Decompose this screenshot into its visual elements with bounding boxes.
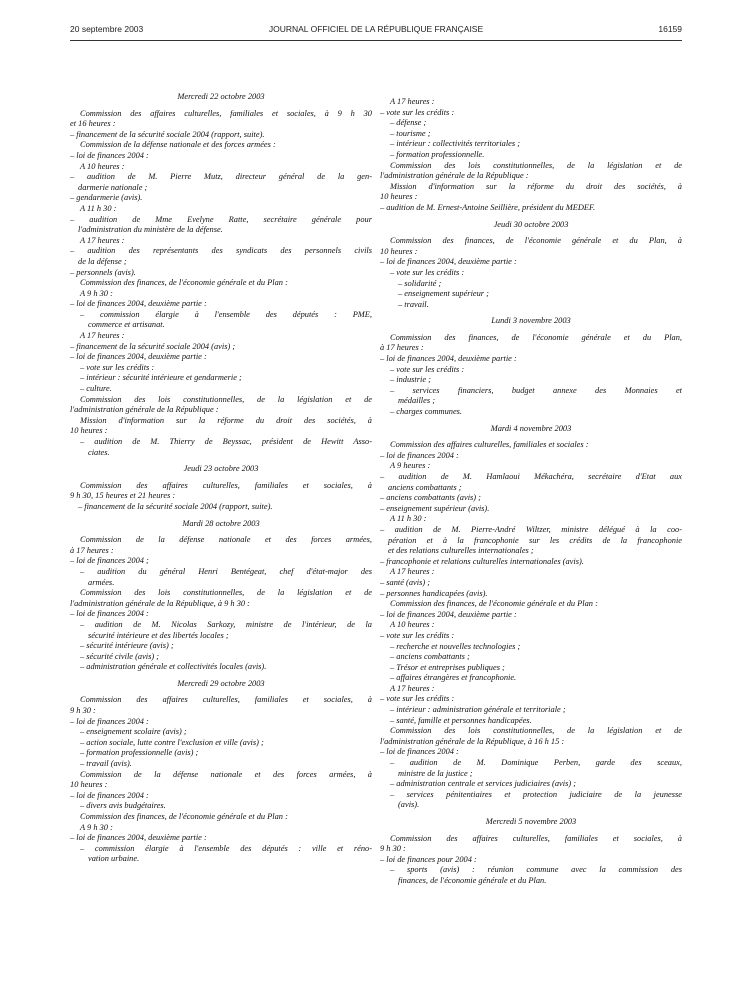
agenda-line: à 17 heures : (380, 343, 424, 353)
agenda-line: – audition de M. Hamlaoui Mékachéra, secrétaire d'Etat aux (380, 472, 682, 481)
agenda-line: – action sociale, lutte contre l'exclusion et ville (avis) ; (80, 737, 264, 747)
agenda-line: 10 heures : (380, 192, 418, 202)
agenda-line: commerce et artisanat. (88, 320, 165, 330)
agenda-line: – vote sur les crédits : (380, 694, 455, 704)
agenda-line: – santé (avis) ; (380, 577, 431, 587)
agenda-line: Commission des affaires culturelles, familiales et sociales, à (80, 480, 372, 490)
agenda-line: – audition de M. Pierre-André Wiltzer, ministre délégué à la coo- (380, 524, 682, 534)
agenda-line: médailles ; (398, 396, 435, 406)
agenda-line: – défense ; (390, 118, 427, 128)
agenda-line: (avis). (398, 800, 420, 810)
agenda-line: Commission des lois constitutionnelles, de la législation et de (80, 394, 372, 404)
agenda-line: à 17 heures : (70, 545, 114, 555)
agenda-line: – loi de finances 2004 : (380, 747, 459, 757)
agenda-line: Commission de la défense nationale et des forces armées, (80, 535, 372, 545)
agenda-line: – audition des représentants des syndicats des personnels civils (70, 246, 372, 256)
agenda-line: de la défense ; (78, 256, 127, 266)
agenda-line: A 11 h 30 : (390, 514, 427, 524)
agenda-line: – commission élargie à l'ensemble des députés : PME, (80, 309, 372, 319)
agenda-line: – loi de finances 2004, deuxième partie : (380, 257, 517, 267)
agenda-line: A 9 h 30 : (80, 288, 113, 298)
agenda-line: – charges communes. (390, 407, 463, 417)
agenda-line: Commission des lois constitutionnelles, de la législation et de (390, 726, 682, 736)
agenda-line: – sécurité civile (avis) ; (80, 651, 160, 661)
agenda-line: – loi de finances 2004 ; (70, 556, 149, 566)
agenda-line: A 17 heures : (80, 235, 125, 245)
agenda-line: – personnes handicapées (avis). (380, 588, 488, 598)
agenda-line: – formation professionnelle (avis) ; (80, 748, 199, 758)
agenda-line: Mission d'information sur la réforme du droit des sociétés, à (80, 415, 372, 425)
agenda-line: – vote sur les crédits : (390, 267, 465, 277)
agenda-line: l'administration générale de la République : (380, 171, 529, 181)
agenda-line: Commission des affaires culturelles, familiales et sociales, à 9 h 30 (80, 108, 372, 118)
agenda-line: – culture. (80, 384, 112, 394)
agenda-line: A 9 heures : (390, 461, 431, 471)
agenda-line: – formation professionnelle. (390, 149, 485, 159)
agenda-line: Commission des finances, de l'économie générale et du Plan : (80, 278, 288, 288)
agenda-line: – anciens combattants (avis) ; (380, 493, 481, 503)
agenda-line: 10 heures : (70, 426, 108, 436)
agenda-line: – intérieur : collectivités territoriales ; (390, 139, 521, 149)
agenda-line: – administration générale et collectivités locales (avis). (80, 662, 267, 672)
agenda-line: – vote sur les crédits : (80, 362, 155, 372)
agenda-line: 10 heures : (380, 246, 418, 256)
agenda-line: – services pénitentiaires et protection judiciaire de la jeunesse (390, 789, 682, 799)
page-header (70, 24, 682, 38)
agenda-line: finances, de l'économie générale et du Plan. (398, 875, 547, 885)
agenda-line: – intérieur : sécurité intérieure et gendarmerie ; (80, 373, 242, 383)
agenda-line: A 9 h 30 : (80, 822, 113, 832)
date-heading: Mercredi 5 novembre 2003 (485, 817, 577, 826)
agenda-line: A 10 heures : (390, 620, 435, 630)
agenda-line: A 11 h 30 : (80, 203, 117, 213)
agenda-line: – services financiers, budget annexe des Monnaies et (390, 385, 682, 395)
agenda-line: Commission des finances, de l'économie générale et du Plan : (390, 599, 598, 609)
agenda-line: – audition du général Henri Bentégeat, chef d'état-major des (80, 566, 372, 576)
agenda-line: – recherche et nouvelles technologies ; (390, 641, 521, 651)
agenda-line: – sports (avis) : réunion commune avec la commission des (390, 865, 682, 875)
agenda-line: – industrie ; (390, 375, 431, 385)
agenda-line: l'administration générale de la République, à 9 h 30 : (70, 598, 250, 608)
agenda-line: Commission des finances, de l'économie générale et du Plan : (80, 812, 288, 821)
date-heading: Lundi 3 novembre 2003 (491, 316, 571, 326)
agenda-line: Commission des affaires culturelles, familiales et sociales, à (390, 833, 682, 843)
agenda-line: – loi de finances 2004 : (380, 450, 459, 460)
date-heading: Mercredi 29 octobre 2003 (177, 678, 265, 688)
agenda-line: l'administration du ministère de la défense. (78, 225, 223, 235)
agenda-line: – Trésor et entreprises publiques ; (390, 662, 505, 672)
agenda-line: – gendarmerie (avis). (70, 193, 143, 203)
agenda-line: 10 heures : (70, 780, 108, 790)
agenda-line: – solidarité ; (398, 278, 442, 288)
agenda-line: – enseignement supérieur ; (398, 289, 489, 299)
agenda-line: Commission des lois constitutionnelles, de la législation et de (390, 160, 682, 170)
agenda-line: A 17 heures : (390, 683, 435, 693)
page-number: 16159 (658, 24, 682, 34)
agenda-line: – audition de M. Pierre Mutz, directeur général de la gen- (70, 172, 372, 182)
agenda-line: armées. (88, 577, 115, 587)
agenda-line: A 17 heures : (80, 331, 125, 341)
agenda-line: A 17 heures : (390, 97, 435, 106)
agenda-line: – financement de la sécurité sociale 2004 (avis) ; (70, 341, 236, 351)
agenda-line: Commission des affaires culturelles, familiales et sociales, à (80, 695, 372, 705)
agenda-line: – anciens combattants ; (390, 652, 470, 662)
agenda-line: – santé, famille et personnes handicapées. (390, 715, 532, 725)
right-column (380, 97, 682, 887)
agenda-line: – financement de la sécurité sociale 2004 (rapport, suite). (70, 129, 265, 139)
agenda-line: Commission des lois constitutionnelles, de la législation et de (80, 588, 372, 598)
agenda-line: Commission de la défense nationale et des forces armées, à (80, 769, 372, 779)
agenda-line: – travail. (398, 299, 429, 309)
agenda-line: l'administration générale de la République : (70, 405, 219, 415)
agenda-line: – tourisme ; (390, 128, 431, 138)
journal-title: JOURNAL OFFICIEL DE LA RÉPUBLIQUE FRANÇAISE (268, 24, 484, 34)
agenda-line: 9 h 30, 15 heures et 21 heures : (70, 491, 176, 501)
date-heading: Mardi 28 octobre 2003 (182, 518, 260, 528)
agenda-line: – travail (avis). (80, 759, 132, 769)
agenda-line: – loi de finances 2004 : (70, 609, 149, 619)
agenda-line: – audition de Mme Evelyne Ratte, secrétaire générale pour (70, 214, 372, 224)
header-rule (70, 40, 682, 41)
agenda-line: – vote sur les crédits : (390, 364, 465, 374)
agenda-line: anciens combattants ; (388, 482, 462, 492)
agenda-line: ciates. (88, 447, 110, 457)
agenda-line: – commission élargie à l'ensemble des députés : ville et réno- (80, 843, 372, 853)
agenda-line: – personnels (avis). (70, 267, 136, 277)
header-date: 20 septembre 2003 (70, 24, 144, 34)
agenda-line: pération et à la francophonie sur les crédits de la francophonie (388, 535, 682, 545)
agenda-line: – francophonie et relations culturelles internationales (avis). (380, 556, 584, 566)
agenda-line: darmerie nationale ; (78, 182, 148, 192)
agenda-line: Commission de la défense nationale et des forces armées : (80, 140, 276, 150)
left-column (70, 92, 372, 865)
agenda-line: – audition de M. Thierry de Beyssac, président de Hewitt Asso- (80, 437, 372, 446)
date-heading: Mardi 4 novembre 2003 (490, 423, 572, 433)
agenda-line: – sécurité intérieure (avis) ; (80, 641, 174, 651)
agenda-line: – affaires étrangères et francophonie. (390, 673, 517, 683)
agenda-line: – audition de M. Nicolas Sarkozy, ministre de l'intérieur, de la (80, 619, 372, 629)
agenda-line: – financement de la sécurité sociale 2004 (rapport, suite). (78, 501, 273, 511)
agenda-line: – loi de finances 2004, deuxième partie : (380, 354, 517, 364)
agenda-line: A 10 heures : (80, 161, 125, 171)
agenda-line: – loi de finances 2004 : (70, 716, 149, 726)
agenda-line: Commission des finances, de l'économie générale et du Plan, (390, 332, 682, 342)
agenda-line: – loi de finances 2004, deuxième partie : (70, 833, 207, 843)
agenda-line: l'administration générale de la République, à 16 h 15 : (380, 736, 565, 746)
agenda-line: Commission des finances, de l'économie générale et du Plan, à (390, 236, 682, 246)
agenda-line: Commission des affaires culturelles, familiales et sociales : (390, 440, 589, 450)
agenda-line: – vote sur les crédits : (380, 107, 455, 117)
agenda-line: A 17 heures : (390, 567, 435, 577)
date-heading: Mercredi 22 octobre 2003 (177, 92, 265, 101)
date-heading: Jeudi 23 octobre 2003 (183, 464, 259, 474)
agenda-line: – audition de M. Ernest-Antoine Seillière, président du MEDEF. (380, 202, 596, 212)
agenda-line: – administration centrale et services judiciaires (avis) ; (390, 779, 576, 789)
agenda-line: – loi de finances 2004, deuxième partie : (70, 299, 207, 309)
agenda-line: – enseignement scolaire (avis) ; (80, 727, 187, 737)
agenda-line: et des relations culturelles internationales ; (388, 546, 534, 556)
agenda-line: sécurité intérieure et des libertés locales ; (88, 630, 229, 640)
agenda-line: – loi de finances pour 2004 : (380, 854, 477, 864)
agenda-line: – loi de finances 2004 : (70, 150, 149, 160)
date-heading: Jeudi 30 octobre 2003 (493, 219, 569, 229)
agenda-line: ministre de la justice ; (398, 768, 473, 778)
agenda-line: – vote sur les crédits : (380, 630, 455, 640)
agenda-line: 9 h 30 : (70, 706, 96, 716)
agenda-line: – loi de finances 2004 : (70, 790, 149, 800)
agenda-line: 9 h 30 : (380, 844, 406, 854)
agenda-line: Mission d'information sur la réforme du droit des sociétés, à (390, 181, 682, 191)
agenda-line: – loi de finances 2004, deuxième partie : (70, 352, 207, 362)
agenda-line: et 16 heures : (70, 119, 116, 129)
agenda-line: – divers avis budgétaires. (80, 801, 166, 811)
agenda-line: – intérieur : administration générale et territoriale ; (390, 705, 566, 715)
agenda-line: – audition de M. Dominique Perben, garde des sceaux, (390, 758, 682, 768)
agenda-line: vation urbaine. (88, 854, 140, 864)
agenda-line: – loi de finances 2004, deuxième partie : (380, 609, 517, 619)
agenda-line: – enseignement supérieur (avis). (380, 503, 490, 513)
